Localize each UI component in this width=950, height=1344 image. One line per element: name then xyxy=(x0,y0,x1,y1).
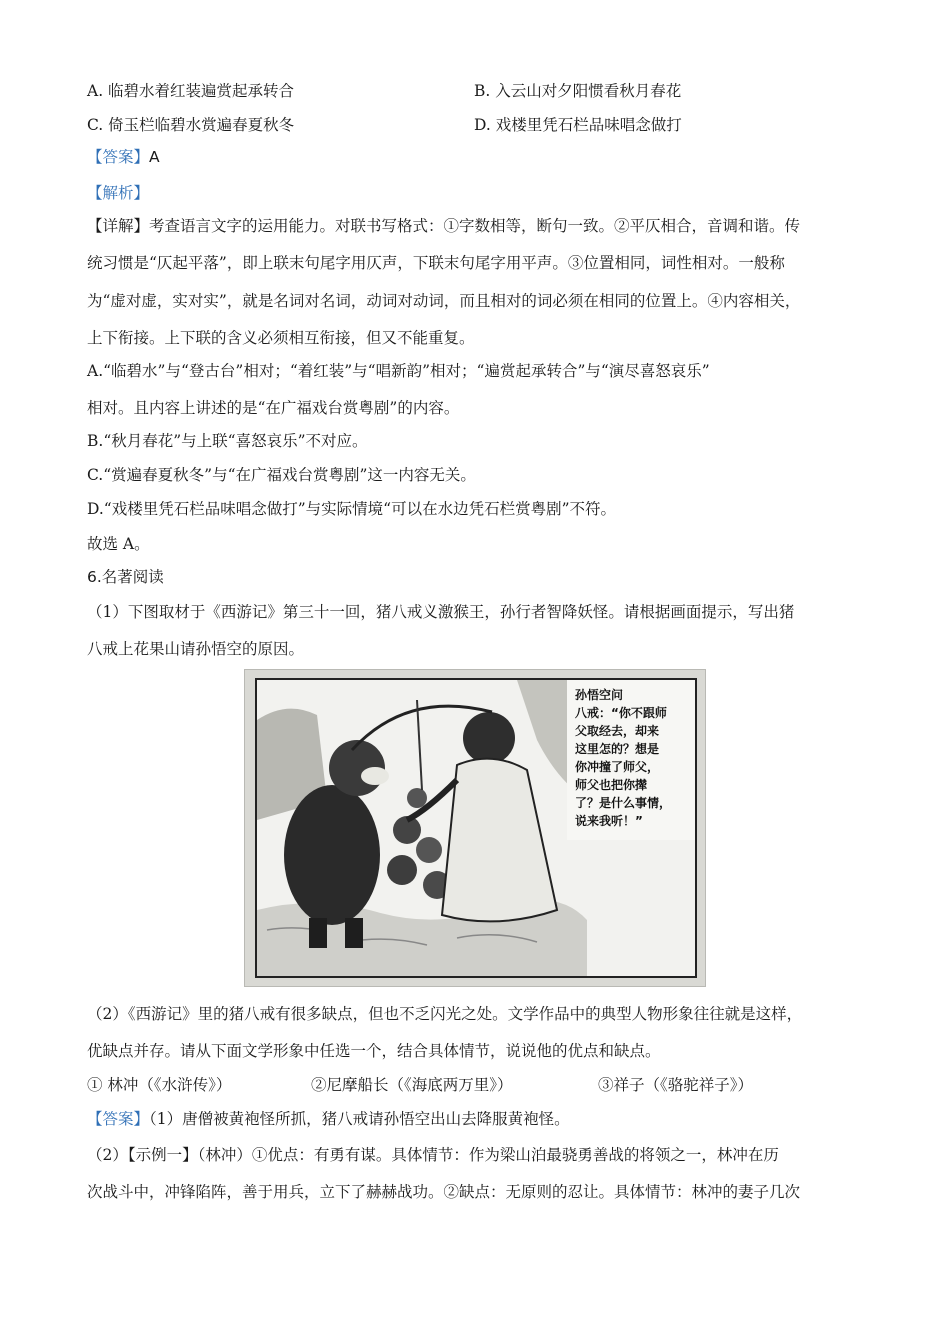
detail-line: 为“虚对虚，实对实”，就是名词对名词，动词对动词，而且相对的词必须在相同的位置上。④内容相关， xyxy=(87,292,801,310)
choice-linchong: ① 林冲（《水浒传》） xyxy=(87,1076,232,1094)
answer-text: （1）唐僧被黄袍怪所抓，猪八戒请孙悟空出山去降服黄袍怪。 xyxy=(149,1110,570,1128)
option-c: C. 倚玉栏临碧水赏遍春夏秋冬 xyxy=(87,116,295,134)
q6-part1-line: （1）下图取材于《西游记》第三十一回，猪八戒义激猴王，孙行者智降妖怪。请根据画面提示，写出猪 xyxy=(87,603,795,621)
answer-label: 【答案】 xyxy=(87,148,150,166)
q6-title: 6.名著阅读 xyxy=(87,568,164,586)
detail-line: 故选 A。 xyxy=(87,535,150,553)
detail-line: 统习惯是“仄起平落”，即上联末句尾字用仄声，下联末句尾字用平声。③位置相同，词性相对。一般称 xyxy=(87,254,785,272)
q6-part2-line: 优缺点并存。请从下面文学形象中任选一个，结合具体情节，说说他的优点和缺点。 xyxy=(87,1042,661,1060)
answer-label: 【答案】 xyxy=(87,1110,150,1128)
q5-answer-row xyxy=(87,147,160,167)
option-d: D. 戏楼里凭石栏品味唱念做打 xyxy=(474,116,682,134)
q6-part1-line: 八戒上花果山请孙悟空的原因。 xyxy=(87,640,305,658)
comic-panel xyxy=(255,678,697,978)
answer-value: A xyxy=(149,148,160,166)
choice-nemo: ②尼摩船长（《海底两万里》） xyxy=(311,1076,513,1094)
option-a: A. 临碧水着红装遍赏起承转合 xyxy=(87,82,295,100)
detail-line: 上下衔接。上下联的含义必须相互衔接，但又不能重复。 xyxy=(87,329,475,347)
analysis-label: 【解析】 xyxy=(87,184,150,202)
detail-line: 相对。且内容上讲述的是“在广福戏台赏粤剧”的内容。 xyxy=(87,399,460,417)
detail-line: 【详解】考查语言文字的运用能力。对联书写格式：①字数相等，断句一致。②平仄相合，音调和谐。传 xyxy=(87,217,801,235)
q6-answer-row xyxy=(87,1109,570,1129)
detail-line: D.“戏楼里凭石栏品味唱念做打”与实际情境“可以在水边凭石栏赏粤剧”不符。 xyxy=(87,500,617,518)
choice-xiangzi: ③祥子（《骆驼祥子》） xyxy=(598,1076,754,1094)
detail-line: A.“临碧水”与“登古台”相对；“着红装”与“唱新韵”相对；“遍赏起承转合”与“演尽喜怒哀乐” xyxy=(87,362,710,380)
answer-line: （2）【示例一】（林冲）①优点：有勇有谋。具体情节：作为梁山泊最骁勇善战的将领之一，林冲在历 xyxy=(87,1146,779,1164)
detail-line: B.“秋月春花”与上联“喜怒哀乐”不对应。 xyxy=(87,432,368,450)
detail-line: C.“赏遍春夏秋冬”与“在广福戏台赏粤剧”这一内容无关。 xyxy=(87,466,476,484)
q6-part2-line: （2）《西游记》里的猪八戒有很多缺点，但也不乏闪光之处。文学作品中的典型人物形象往往就是这样， xyxy=(87,1005,803,1023)
answer-line: 次战斗中，冲锋陷阵，善于用兵，立下了赫赫战功。②缺点：无原则的忍让。具体情节：林冲的妻子几次 xyxy=(87,1183,801,1201)
option-b: B. 入云山对夕阳惯看秋月春花 xyxy=(474,82,682,100)
comic-caption: 孙悟空问 八戒：“你不跟师 父取经去，却来 这里怎的？想是 你冲撞了师父， 师父也把你撵 了？是什么事情， 说来我听！” xyxy=(575,688,672,828)
comic-figure xyxy=(244,669,706,987)
